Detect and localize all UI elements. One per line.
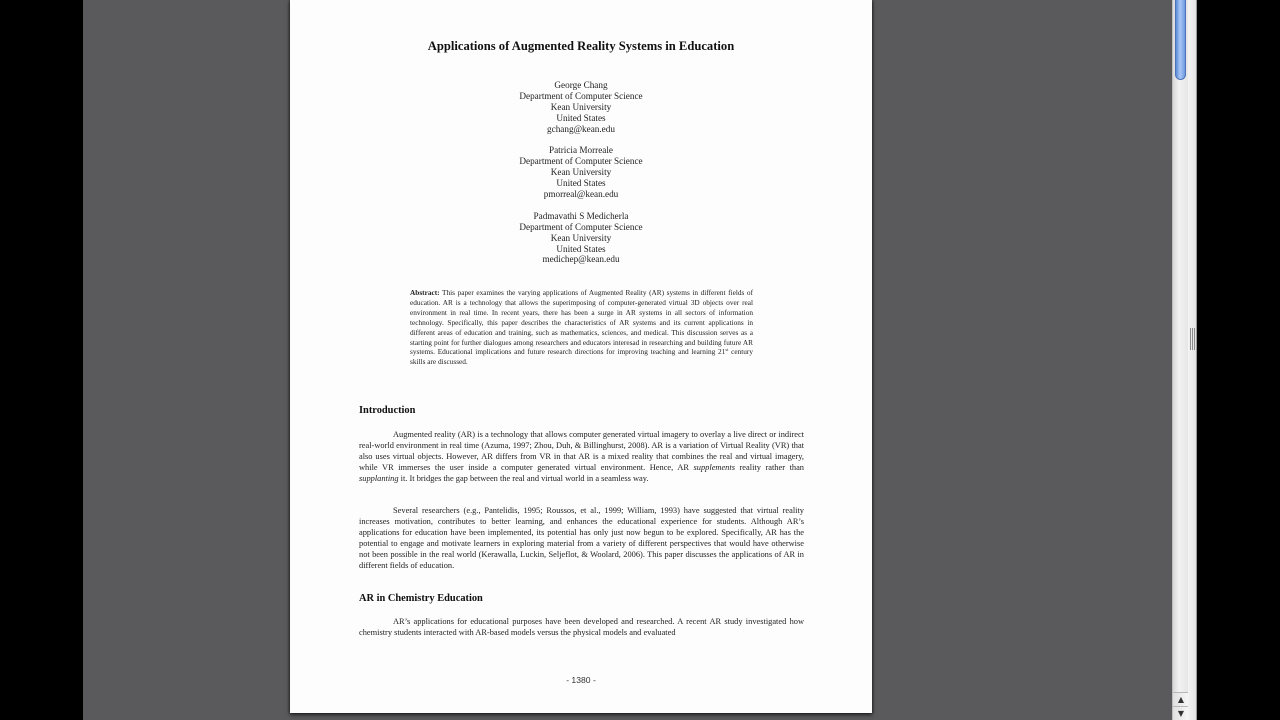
paragraph-text: Augmented reality (AR) is a technology that allows computer generated virtual imagery to overlay a live direct or indirect real-world environment in real time (Azuma, 1997; Zhou, Duh, & Billinghurst, 2008). AR is a variation of Virtual Reality (VR) that also uses virtual objects. However, AR differs from VR in that AR is a mixed reality that combines the real and virtual imagery, while VR immerses the user inside a computer generated virtual environment. Hence, AR (359, 430, 804, 472)
author-country: United States (556, 112, 606, 123)
intro-paragraph-1 (359, 430, 804, 485)
document-viewer (83, 0, 1197, 720)
paragraph-text: AR’s applications for educational purposes have been developed and researched. A recent AR study investigated how chemistry students interacted with AR-based models versus the physical models and evaluated (359, 617, 804, 637)
author-university: Kean University (550, 167, 612, 178)
abstract (410, 288, 753, 367)
author-block (290, 80, 872, 135)
author-department: Department of Computer Science (519, 156, 643, 167)
paragraph-text: Several researchers (e.g., Pantelidis, 1995; Roussos, et al., 1999; William, 1993) have suggested that virtual reality increases motivation, contributes to better learning, and enhances the educational experience for students. Although AR’s applications for education have been implemented, its potential has only just now begun to be explored. Specifically, AR has the potential to engage and motivate learners in exploring material from a variety of different perspectives that would have otherwise not been possible in the real world (Kerawalla, Luckin, Seljeflot, & Woolard, 2006). This paper discusses the applications of AR in different fields of education. (359, 506, 804, 570)
section-heading-introduction: Introduction (359, 405, 416, 416)
abstract-text-end: century skills are discussed. (410, 347, 753, 367)
author-name: Padmavathi S Medicherla (533, 210, 629, 221)
pane-splitter[interactable] (1188, 0, 1197, 720)
abstract-label: Abstract: (410, 288, 440, 297)
author-block (290, 211, 872, 266)
paragraph-text: it. It bridges the gap between the real and virtual world in a seamless way. (398, 473, 649, 483)
author-block (290, 145, 872, 200)
author-university: Kean University (550, 232, 612, 243)
pdf-page (290, 0, 872, 713)
author-department: Department of Computer Science (519, 221, 643, 232)
splitter-grip-icon[interactable] (1190, 328, 1195, 350)
author-email: pmorreal@kean.edu (543, 189, 619, 200)
author-country: United States (556, 243, 606, 254)
scroll-up-arrow-icon[interactable]: ▲ (1173, 692, 1189, 706)
author-university: Kean University (550, 101, 612, 112)
emphasis-text: supplanting (359, 473, 399, 483)
intro-paragraph-2 (359, 506, 804, 571)
page-number: - 1380 - (566, 675, 596, 685)
paper-title: Applications of Augmented Reality Systems in Education (427, 39, 735, 53)
vertical-scrollbar[interactable] (1172, 0, 1188, 720)
author-name: George Chang (554, 80, 608, 90)
abstract-superscript: st (725, 347, 729, 353)
section-heading-chemistry: AR in Chemistry Education (359, 593, 483, 604)
chemistry-paragraph-1 (359, 617, 804, 639)
abstract-text: This paper examines the varying applications of Augmented Reality (AR) systems in different fields of education. AR is a technology that allows the superimposing of computer-generated virtual 3D objects over real environment in real time. In recent years, there has been a surge in AR systems in all sectors of information technology. Specifically, this paper describes the characteristics of AR systems and its current applications in different areas of education and training, such as mathematics, sciences, and medical. This discussion serves as a starting point for further dialogues among researchers and educators interesad in researching and building future AR systems. Educational implications and future research directions for improving teaching and learning 21 (410, 288, 753, 357)
paragraph-text: reality rather than (734, 462, 804, 472)
scroll-down-arrow-icon[interactable]: ▼ (1173, 706, 1189, 720)
author-email: gchang@kean.edu (547, 123, 615, 134)
author-country: United States (556, 178, 606, 189)
author-list (290, 80, 872, 276)
author-name: Patricia Morreale (548, 145, 614, 156)
scrollbar-thumb[interactable] (1175, 0, 1186, 80)
emphasis-text: supplements (693, 462, 735, 472)
author-department: Department of Computer Science (519, 90, 643, 101)
author-email: medichep@kean.edu (542, 254, 620, 265)
